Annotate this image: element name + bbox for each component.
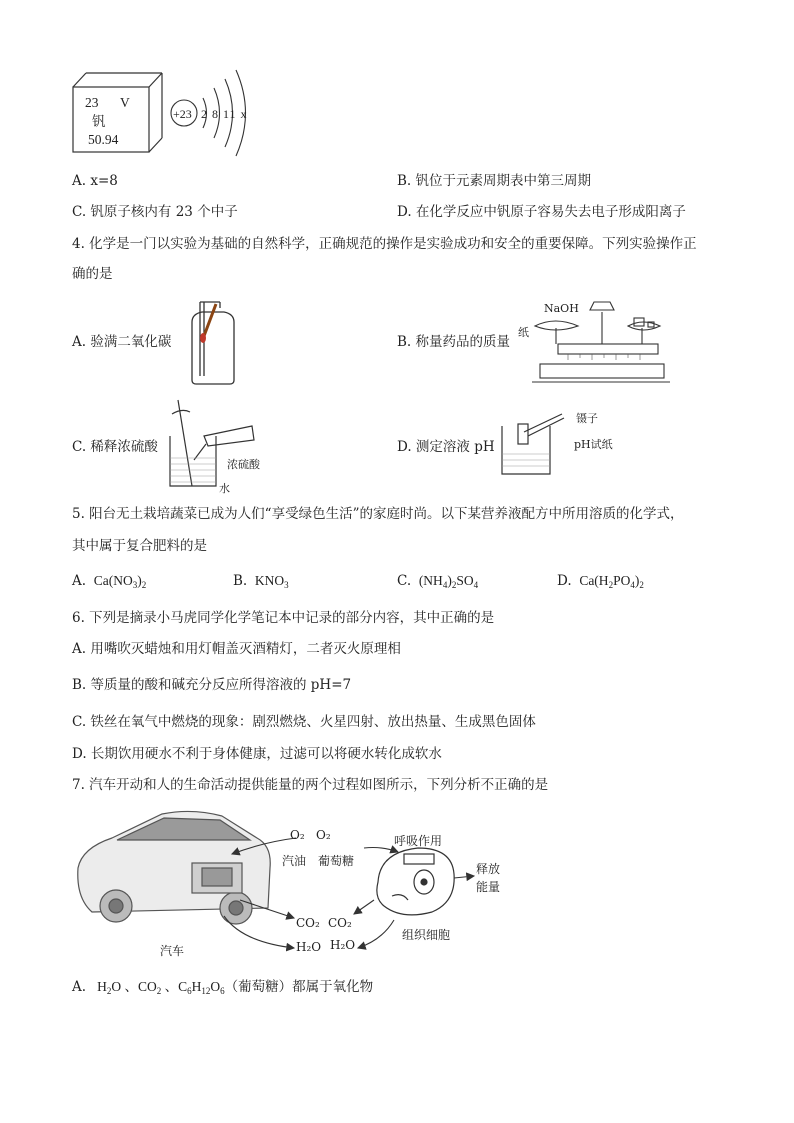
q5-option-c-formula: $(NH_4)_2SO_4$ (415, 573, 479, 590)
q7-option-a[interactable] (72, 978, 373, 1000)
element-cell-diagram (0, 0, 794, 160)
atom-shell-electrons: 2 8 11 x (201, 107, 248, 121)
co2-right-label: CO₂ (328, 916, 352, 930)
q6-option-d[interactable]: D. 长期饮用硬水不利于身体健康，过滤可以将硬水转化成软水 (72, 746, 442, 762)
element-symbol: V (120, 95, 130, 110)
q3-option-b[interactable]: B. 钒位于元素周期表中第三周期 (397, 173, 592, 189)
q5-option-d-label: D. (557, 573, 572, 589)
cell-illustration (377, 848, 454, 915)
water-label: 水 (219, 482, 230, 495)
tissue-cell-label: 组织细胞 (402, 928, 451, 942)
flame-icon (200, 333, 206, 343)
q4-stem-line1: 4. 化学是一门以实验为基础的自然科学，正确规范的操作是实验成功和安全的重要保障。下列实验操作正 (72, 236, 697, 252)
q4-option-b[interactable]: B. 称量药品的质量 (397, 334, 511, 350)
balance-illustration (510, 298, 670, 386)
q5-option-c-label: C. (397, 573, 412, 589)
element-atomic-number: 23 (85, 95, 99, 110)
co2-bottle-illustration (182, 296, 242, 386)
gasoline-label: 汽油 (282, 854, 307, 868)
q3-option-c[interactable]: C. 钒原子核内有 23 个中子 (72, 204, 238, 220)
h2o-left-label: H₂O (296, 940, 322, 954)
ph-paper-label: pH试纸 (574, 438, 613, 451)
o2-right-label: O₂ (316, 828, 331, 842)
burning-splint-icon (204, 304, 216, 336)
h2o-right-label: H₂O (330, 938, 356, 952)
q5-stem-line2: 其中属于复合肥料的是 (72, 538, 207, 554)
q5-option-a-formula: $Ca(NO_3)_2$ (90, 573, 147, 590)
balance-paper-label: 纸 (518, 326, 529, 339)
q4-stem-line2: 确的是 (72, 266, 113, 282)
atom-nucleus-charge: +23 (173, 107, 192, 121)
co2-left-label: CO₂ (296, 916, 320, 930)
car-label: 汽车 (160, 944, 185, 958)
q5-option-b-label: B. (233, 573, 248, 589)
q3-option-a[interactable]: A. x=8 (72, 173, 118, 189)
q3-option-d[interactable]: D. 在化学反应中钒原子容易失去电子形成阳离子 (397, 204, 686, 220)
element-name: 钒 (92, 114, 106, 130)
element-mass: 50.94 (88, 132, 119, 147)
q7-stem: 7. 汽车开动和人的生命活动提供能量的两个过程如图所示，下列分析不正确的是 (72, 777, 549, 793)
q7-option-a-suffix: （葡萄糖）都属于氧化物 (224, 979, 374, 995)
q5-option-b-formula: $KNO_3$ (251, 573, 289, 590)
balance-naoh-label: NaOH (544, 302, 579, 315)
q4-option-a[interactable]: A. 验满二氧化碳 (72, 334, 172, 350)
ph-test-illustration (494, 408, 574, 484)
q6-option-a[interactable]: A. 用嘴吹灭蜡烛和用灯帽盖灭酒精灯，二者灭火原理相 (72, 641, 401, 657)
q6-stem: 6. 下列是摘录小马虎同学化学笔记本中记录的部分内容，其中正确的是 (72, 610, 495, 626)
q5-option-a-label: A. (72, 573, 87, 589)
q5-option-a[interactable] (72, 572, 146, 594)
q7-option-a-prefix: A. (72, 979, 87, 995)
glucose-label: 葡萄糖 (318, 854, 355, 868)
q5-option-d-formula: $Ca(H_2PO_4)_2$ (575, 573, 644, 590)
q5-option-c[interactable] (397, 572, 478, 594)
car-illustration (78, 811, 270, 924)
tweezers-label: 镊子 (576, 412, 598, 425)
q5-option-d[interactable] (557, 572, 644, 594)
q5-option-b[interactable] (233, 572, 289, 594)
release-label: 释放 (476, 862, 501, 876)
q6-option-c[interactable]: C. 铁丝在氧气中燃烧的现象：剧烈燃烧、火星四射、放出热量、生成黑色固体 (72, 714, 536, 730)
dilute-acid-illustration (160, 396, 270, 496)
q4-option-d[interactable]: D. 测定溶液 pH (397, 439, 495, 455)
respiration-label: 呼吸作用 (394, 834, 443, 848)
q5-stem-line1: 5. 阳台无土栽培蔬菜已成为人们“享受绿色生活”的家庭时尚。以下某营养液配方中所用溶质的化学式， (72, 506, 684, 522)
q7-option-a-formulas: $H_2O$ 、$CO_2$ 、$C_6H_{12}O_6$ (90, 979, 225, 996)
energy-label: 能量 (476, 880, 501, 894)
q4-option-c[interactable]: C. 稀释浓硫酸 (72, 439, 158, 455)
q6-option-b[interactable]: B. 等质量的酸和碱充分反应所得溶液的 pH=7 (72, 677, 352, 693)
acid-label: 浓硫酸 (227, 458, 260, 471)
o2-left-label: O₂ (290, 828, 305, 842)
